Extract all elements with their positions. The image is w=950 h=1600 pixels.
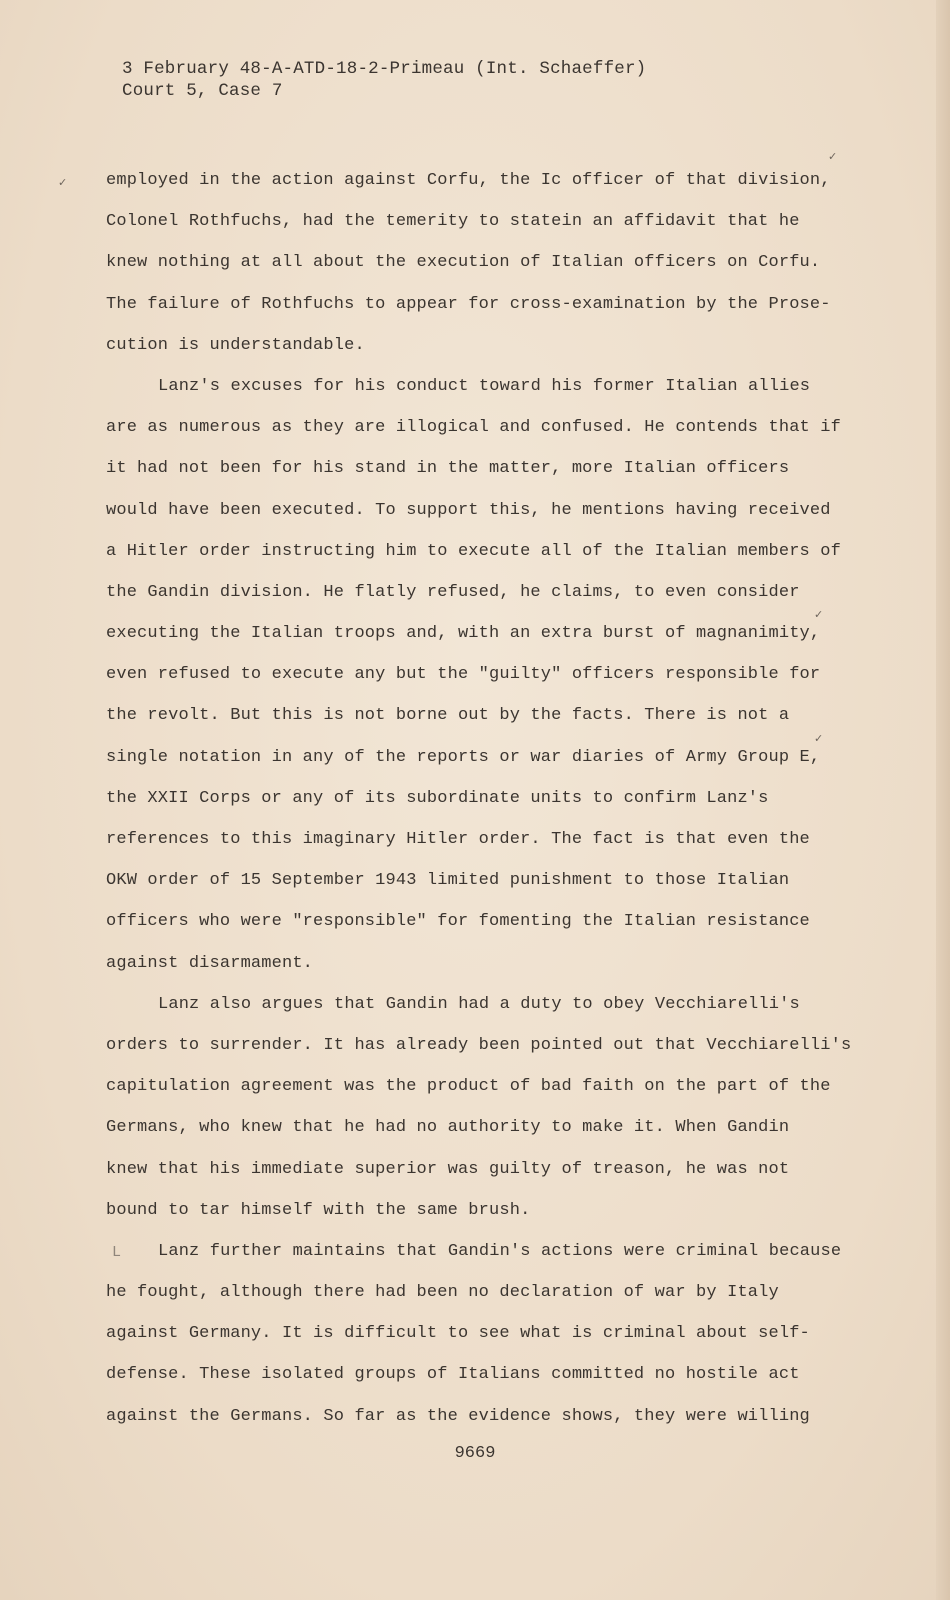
page-edge: [936, 0, 950, 1600]
text-line: bound to tar himself with the same brush.: [106, 1200, 531, 1220]
text-line: references to this imaginary Hitler order. The fact is that even the: [106, 830, 810, 849]
margin-mark-l: L: [112, 1244, 122, 1261]
text-line: OKW order of 15 September 1943 limited punishment to those Italian: [106, 871, 790, 891]
text-line: the revolt. But this is not borne out by the facts. There is not a: [106, 706, 790, 726]
page-header: [122, 58, 646, 102]
text-line: would have been executed. To support this, he mentions having received: [106, 500, 831, 520]
text-line: executing the Italian troops and, with an extra burst of magnanimity,: [106, 624, 821, 644]
text-line: single notation in any of the reports or war diaries of Army Group E,: [106, 747, 821, 767]
text-line: he fought, although there had been no declaration of war by Italy: [106, 1283, 779, 1303]
header-line-1: 3 February 48-A-ATD-18-2-Primeau (Int. Schaeffer): [122, 59, 647, 79]
text-line: The failure of Rothfuchs to appear for cross-examination by the Prose-: [106, 294, 831, 314]
text-line: against the Germans. So far as the evidence shows, they were willing: [106, 1406, 810, 1426]
text-line: against disarmament.: [106, 953, 314, 973]
text-line: against Germany. It is difficult to see what is criminal about self-: [106, 1324, 810, 1344]
text-line: it had not been for his stand in the matter, more Italian officers: [106, 459, 790, 479]
text-line: employed in the action against Corfu, the Ic officer of that division,: [106, 171, 831, 190]
pencil-tick-mark: ✓: [814, 608, 824, 621]
pencil-tick-mark: ✓: [58, 176, 68, 189]
pencil-tick-mark: ✓: [814, 732, 824, 745]
text-line: Colonel Rothfuchs, had the temerity to statein an affidavit that he: [106, 212, 800, 232]
text-line: Germans, who knew that he had no authority to make it. When Gandin: [106, 1118, 790, 1138]
text-line: defense. These isolated groups of Italians committed no hostile act: [106, 1365, 800, 1385]
text-line: orders to surrender. It has already been pointed out that Vecchiarelli's: [106, 1035, 852, 1055]
text-line: are as numerous as they are illogical and confused. He contends that if: [106, 418, 841, 438]
page-number: 9669: [454, 1444, 496, 1463]
pencil-tick-mark: ✓: [828, 150, 838, 163]
text-line: Lanz further maintains that Gandin's actions were criminal because: [158, 1241, 842, 1261]
text-line: officers who were "responsible" for fomenting the Italian resistance: [106, 912, 810, 932]
text-line: the Gandin division. He flatly refused, he claims, to even consider: [106, 582, 800, 602]
text-line: Lanz also argues that Gandin had a duty to obey Vecchiarelli's: [158, 994, 800, 1014]
text-line: cution is understandable.: [106, 335, 365, 355]
header-line-2: Court 5, Case 7: [122, 81, 283, 101]
text-line: even refused to execute any but the "guilty" officers responsible for: [106, 665, 821, 685]
text-line: a Hitler order instructing him to execute all of the Italian members of: [106, 541, 841, 561]
text-line: knew that his immediate superior was guilty of treason, he was not: [106, 1159, 790, 1179]
text-line: Lanz's excuses for his conduct toward his former Italian allies: [158, 376, 811, 396]
text-line: the XXII Corps or any of its subordinate units to confirm Lanz's: [106, 788, 769, 808]
body-text: [106, 160, 852, 1437]
text-line: knew nothing at all about the execution of Italian officers on Corfu.: [106, 253, 821, 273]
text-line: capitulation agreement was the product of bad faith on the part of the: [106, 1077, 831, 1097]
